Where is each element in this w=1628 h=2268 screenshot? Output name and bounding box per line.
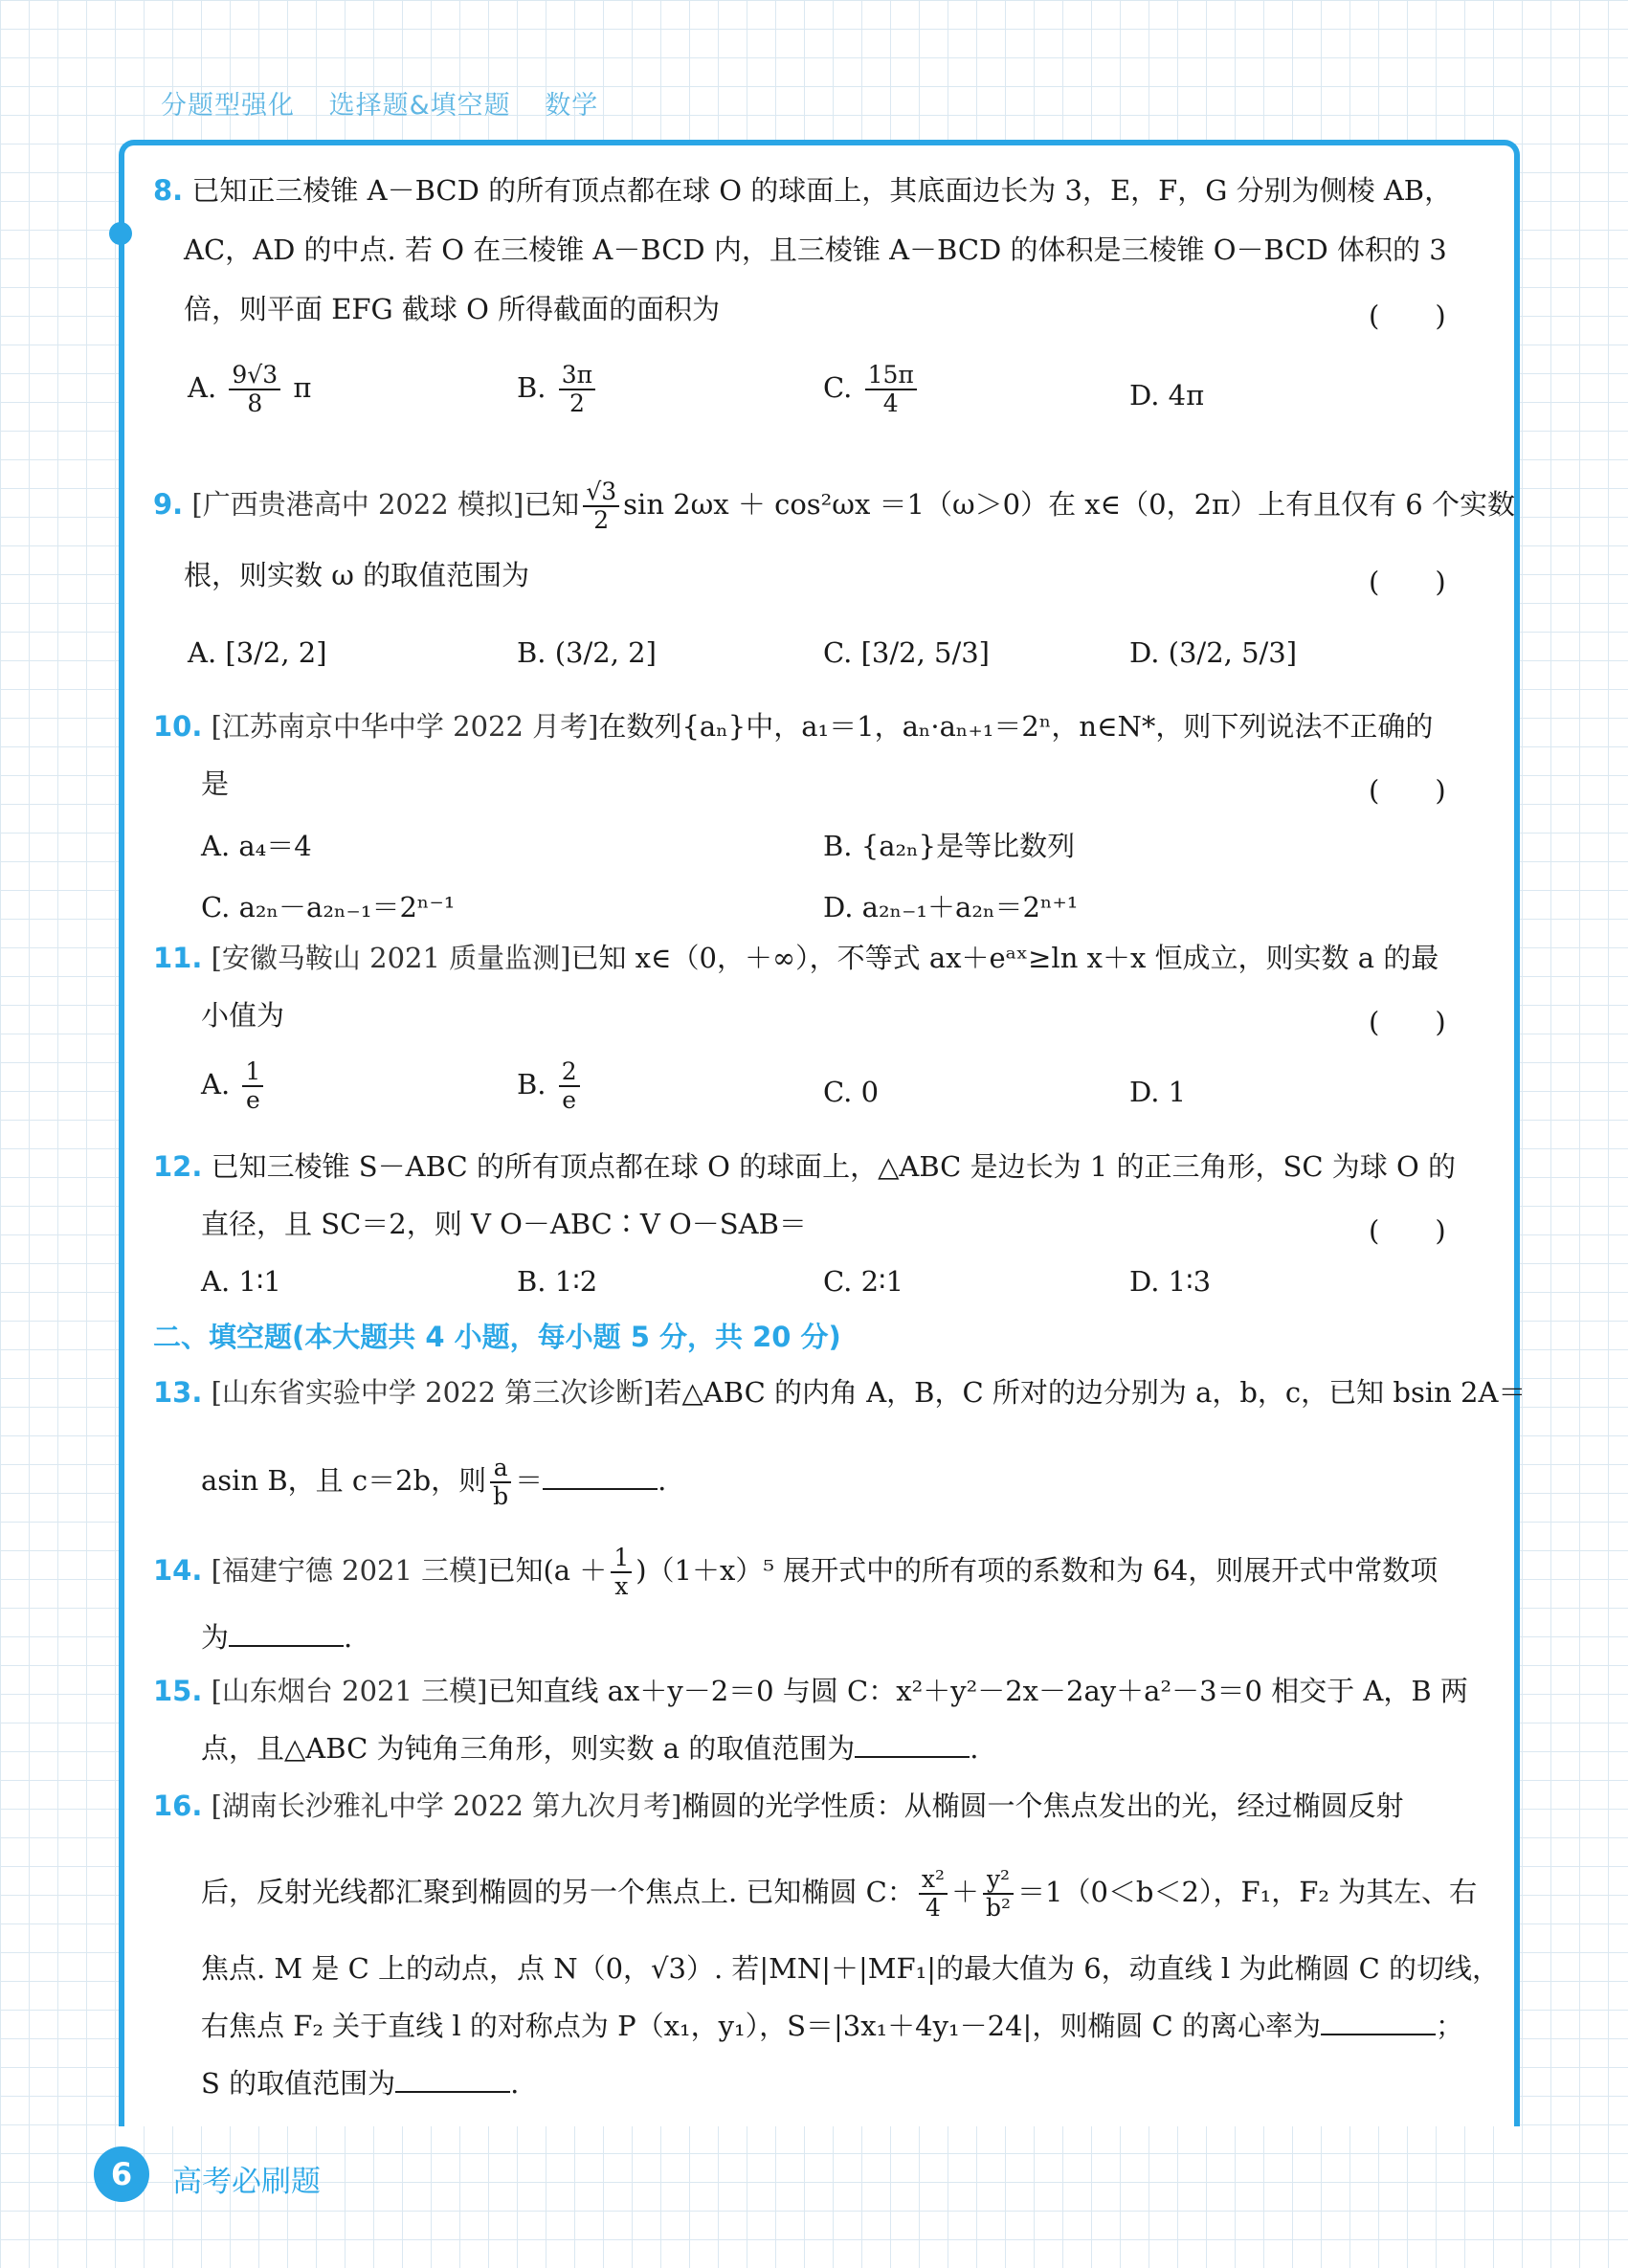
q16-answer-blank-1[interactable] <box>1321 2034 1436 2035</box>
footer-title: 高考必刷题 <box>172 2165 321 2199</box>
q9-line1: 9. [广西贵港高中 2022 模拟]已知 $\frac{√3}{2}$ sin 2ωx ＋ cos²ωx ＝1（ω＞0）在 x∈（0，2π）上有且仅有 6 个实数 <box>153 478 1515 534</box>
header-part3: 数学 <box>545 91 599 121</box>
q16-answer-blank-2[interactable] <box>395 2091 510 2093</box>
q11-option-a: A. $\frac{1}{e}$ <box>201 1058 267 1114</box>
q13-line1: 13. [山东省实验中学 2022 第三次诊断]若△ABC 的内角 A，B，C 所对的边分别为 a，b，c，已知 bsin 2A＝ <box>153 1376 1527 1409</box>
q11-option-b: B. $\frac{2}{e}$ <box>517 1058 584 1114</box>
header-part2: 选择题&填空题 <box>328 91 511 121</box>
q8-number: 8. <box>153 174 184 207</box>
q11-line2: 小值为 <box>201 999 285 1032</box>
page-number-badge: 6 <box>94 2146 149 2202</box>
q10-option-d: D. a₂ₙ₋₁＋a₂ₙ＝2ⁿ⁺¹ <box>823 891 1079 923</box>
q11-answer-paren: ( ) <box>1369 1006 1446 1038</box>
q10-option-c: C. a₂ₙ－a₂ₙ₋₁＝2ⁿ⁻¹ <box>201 891 456 923</box>
q12-line2: 直径，且 SC＝2，则 V O－ABC∶V O－SAB＝ <box>201 1208 807 1240</box>
q8-line1: 8. 已知正三棱锥 A－BCD 的所有顶点都在球 O 的球面上，其底面边长为 3，E，F，G 分别为侧棱 AB， <box>153 174 1453 207</box>
q15-line1: 15. [山东烟台 2021 三模]已知直线 ax＋y－2＝0 与圆 C：x²＋y²－2x－2ay＋a²－3＝0 相交于 A，B 两 <box>153 1675 1468 1707</box>
running-header <box>161 84 623 122</box>
q10-line2: 是 <box>201 767 230 800</box>
q14-answer-blank[interactable] <box>229 1645 344 1647</box>
q8-line3: 倍，则平面 EFG 截球 O 所得截面的面积为 <box>184 293 721 325</box>
q12-option-a: A. 1∶1 <box>201 1265 281 1298</box>
q16-line3: 焦点. M 是 C 上的动点，点 N（0，√3）. 若|MN|＋|MF₁|的最大值为 6，动直线 l 为此椭圆 C 的切线， <box>201 1952 1500 1985</box>
q13-line2: asin B，且 c＝2b，则 $\frac{a}{b}$ ＝ . <box>201 1454 667 1510</box>
frame-dot-icon <box>109 222 132 245</box>
q9-line2: 根，则实数 ω 的取值范围为 <box>184 559 530 591</box>
q11-option-d: D. 1 <box>1129 1076 1187 1108</box>
q10-line1: 10. [江苏南京中华中学 2022 月考]在数列{aₙ}中，a₁＝1，aₙ·aₙ₊₁＝2ⁿ，n∈N*，则下列说法不正确的 <box>153 710 1434 743</box>
q8-option-b: B. $\frac{3\pi}{2}$ <box>517 362 599 417</box>
q10-answer-paren: ( ) <box>1369 774 1446 807</box>
q16-line5: S 的取值范围为 . <box>201 2067 520 2100</box>
q9-option-b: B. (3/2, 2] <box>517 636 657 669</box>
q16-line1: 16. [湖南长沙雅礼中学 2022 第九次月考]椭圆的光学性质：从椭圆一个焦点发出的光，经过椭圆反射 <box>153 1790 1404 1822</box>
q11-option-c: C. 0 <box>823 1076 880 1108</box>
q9-answer-paren: ( ) <box>1369 566 1446 598</box>
q15-line2: 点，且△ABC 为钝角三角形，则实数 a 的取值范围为 . <box>201 1732 979 1765</box>
content-frame <box>119 140 1520 2126</box>
q9-option-a: A. [3/2, 2] <box>188 636 327 669</box>
q14-line2: 为 . <box>201 1621 353 1654</box>
q8-option-a: A. $\frac{9√3}{8}$ π <box>188 361 312 417</box>
q9-option-c: C. [3/2, 5/3] <box>823 636 990 669</box>
q8-option-d: D. 4π <box>1129 379 1205 411</box>
q12-option-c: C. 2∶1 <box>823 1265 904 1298</box>
q16-line2: 后，反射光线都汇聚到椭圆的另一个焦点上. 已知椭圆 C： $\frac{\text{x²}}{4}$ ＋ $\frac{\text{y²}}{\text{b²}}$ ＝1（0＜b＜2），F₁，F₂ 为其左、右 <box>201 1865 1478 1922</box>
q8-option-c: C. $\frac{15\pi}{4}$ <box>823 362 921 417</box>
q13-answer-blank[interactable] <box>543 1488 658 1490</box>
q8-answer-paren: ( ) <box>1369 300 1446 332</box>
q11-line1: 11. [安徽马鞍山 2021 质量监测]已知 x∈（0，＋∞），不等式 ax＋eᵃˣ≥ln x＋x 恒成立，则实数 a 的最 <box>153 942 1439 974</box>
q12-answer-paren: ( ) <box>1369 1214 1446 1247</box>
q9-option-d: D. (3/2, 5/3] <box>1129 636 1298 669</box>
q12-line1: 12. 已知三棱锥 S－ABC 的所有顶点都在球 O 的球面上，△ABC 是边长为 1 的正三角形，SC 为球 O 的 <box>153 1150 1456 1183</box>
q12-option-d: D. 1∶3 <box>1129 1265 1212 1298</box>
q16-line4: 右焦点 F₂ 关于直线 l 的对称点为 P（x₁，y₁），S＝|3x₁＋4y₁－24|，则椭圆 C 的离心率为 ； <box>201 2010 1463 2042</box>
q15-answer-blank[interactable] <box>855 1756 970 1758</box>
header-part1: 分题型强化 <box>161 91 295 121</box>
q10-option-a: A. a₄＝4 <box>201 830 312 862</box>
q8-line2: AC，AD 的中点. 若 O 在三棱锥 A－BCD 内，且三棱锥 A－BCD 的体积是三棱锥 O－BCD 体积的 3 <box>184 233 1447 266</box>
q10-option-b: B. {a₂ₙ}是等比数列 <box>823 830 1076 862</box>
section-title-fill-blank: 二、填空题(本大题共 4 小题，每小题 5 分，共 20 分) <box>153 1321 841 1353</box>
q14-line1: 14. [福建宁德 2021 三模]已知(a ＋ $\frac{1}{x}$ )（1＋x）⁵ 展开式中的所有项的系数和为 64，则展开式中常数项 <box>153 1544 1438 1600</box>
q12-option-b: B. 1∶2 <box>517 1265 598 1298</box>
